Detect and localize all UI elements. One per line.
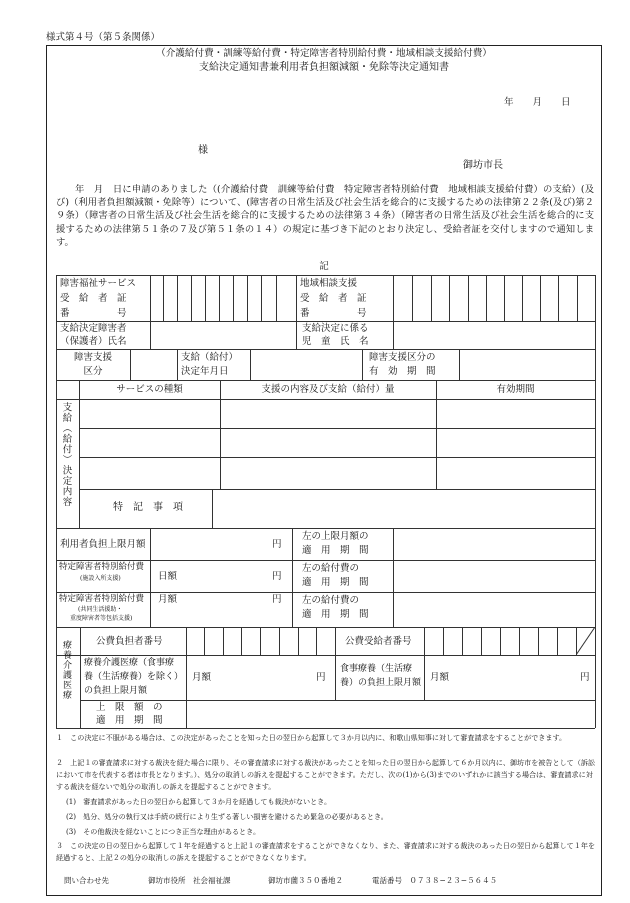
yen-1: 円 [272,539,282,550]
digit-box-line [462,627,463,655]
shougai-service-label-1: 障害福祉サービス [60,278,137,289]
table-line [56,592,595,593]
digit-box-line [247,275,248,321]
tokutei1-label: 特定障害者特別給付費 [59,562,145,572]
digit-box-line [431,275,432,321]
class-validity-label-2: 有 効 期 間 [369,366,436,377]
digit-box-line [449,275,450,321]
chiiki-label-2: 受 給 者 証 [300,293,367,304]
digit-box-line [219,275,220,321]
digit-box-line [412,275,413,321]
note-1: １ この決定に不服がある場合は、この決定があったことを知った日の翌日から起算して３か月以内に、和歌山県知事に対して審査請求をすることができます。 [56,733,567,742]
tokutei1-sub: (施設入所支援) [80,575,121,582]
child-label-1: 支給決定に係る [302,323,369,334]
daily-amount-label: 日額 [158,571,178,582]
digit-box-line [177,275,178,321]
meal-limit-label-1: 食事療養（生活療 [340,664,413,674]
title-line1: （介護給付費・訓練等給付費・特定障害者特別給付費・地域相談支援給付費） [156,48,492,59]
table-line [250,349,251,380]
table-line [56,627,595,628]
table-line [56,321,595,322]
table-line [56,380,595,381]
table-line [56,275,595,276]
digit-box-line [163,275,164,321]
table-line [220,380,221,489]
table-line [79,428,595,429]
limit-period-label-2: 適 用 期 間 [96,715,163,726]
contact-address: 御坊市薗３５０番地２ [268,876,343,885]
meal-limit-label-2: 養）の負担上限月額 [340,678,422,688]
limit-period-label-1: 上 限 額 の [96,702,163,713]
ryoyo-limit-label-2: 養（生活療養）を除く） [84,672,184,682]
digit-box-line [204,627,205,655]
table-line [595,275,596,728]
monthly-amount-label-2: 月額 [192,672,212,683]
table-line [56,275,57,728]
left-benefit-period-1b: 適 用 期 間 [302,577,369,588]
left-benefit-period-2b: 適 用 期 間 [302,609,369,620]
decision-date-label-1: 支給（給付） [181,352,239,363]
table-line [79,380,80,528]
monthly-amount-label-1: 月額 [158,594,178,605]
public-payer-no-label: 公費負担者番号 [96,636,163,647]
table-line [393,275,394,349]
table-line [80,700,595,701]
digit-box-line [233,275,234,321]
decision-person-label-1: 支給決定障害者 [60,323,127,334]
table-line [56,728,595,729]
table-line [79,489,595,490]
table-line [56,655,595,656]
left-limit-period-1: 左の上限月額の [302,531,369,542]
table-line [130,349,131,380]
table-line [56,349,595,350]
date-line: 年 月 日 [504,97,571,108]
table-line [56,399,595,400]
table-line [150,275,151,349]
digit-box-line [519,627,520,655]
digit-box-line [504,275,505,321]
yen-2: 円 [272,571,282,582]
tokutei2-sub2: 重度障害者等包括支援) [70,615,133,622]
col-support-content: 支援の内容及び支給（給付）量 [261,384,395,395]
support-class-label-2: 区分 [83,366,103,377]
note-2-2: (2) 処分、処分の執行又は手続の続行により生ずる著しい損害を避けるため緊急の必要があるとき。 [66,812,388,821]
digit-box-line [577,275,578,321]
digit-box-line [522,275,523,321]
col-validity: 有効期間 [496,384,535,395]
monthly-amount-label-3: 月額 [430,672,450,683]
table-line [362,349,363,380]
table-line [393,528,394,627]
class-validity-label-1: 障害支援区分の [369,352,436,363]
table-line [186,627,187,728]
digit-box-line [481,627,482,655]
digit-box-line [298,627,299,655]
table-line [80,627,81,728]
contact-office: 御坊市役所 社会福祉課 [148,876,231,885]
contact-label: 問い合わせ先 [64,876,109,885]
chiiki-label-3: 番 号 [300,308,367,319]
table-line [212,489,213,528]
digit-box-line [279,627,280,655]
table-line [424,627,425,700]
body-text: 年 月 日に申請のありました（(介護給付費 訓練等給付費 特定障害者特別給付費 地域相談支援給付費）の支給）(及び)（利用者負担額減額・免除等）について、(障害者の日常生活及び社会生活を総合的に支援するための法律第２２条(及び)第２９条）（障害者の日常生活及び社会生活を総合的に支援するための法律第３４条）（障害者の日常生活及び社会生活を総合的に支援するための法律第５１条の７及び第５１条の１４）の規定に基づき下記のとおり決定し、受給者証を交付しますので通知します。 [56,184,594,248]
col-service-type: サービスの種類 [116,384,183,395]
tokutei2-label: 特定障害者特別給付費 [59,594,145,604]
digit-box-line [538,627,539,655]
contact-phone: 電話番号 ０７３８−２３−５６４５ [372,876,498,885]
public-recipient-no-label: 公費受給者番号 [345,636,412,647]
left-limit-period-2: 適 用 期 間 [302,545,369,556]
ryoyo-limit-label-1: 療養介護医療（食事療 [84,658,175,668]
table-line [436,380,437,489]
vertical-decision-label: 支給（給付）決定内容 [60,402,72,507]
table-line [56,528,595,529]
digit-box-line [558,275,559,321]
title-line2: 支給決定通知書兼利用者負担額減額・免除等決定通知書 [199,62,449,73]
ki-label: 記 [319,261,329,272]
diagonal-strike [576,627,595,655]
note-2: ２ 上記１の審査請求に対する裁決を経た場合に限り、その審査請求に対する裁決があったことを知った日の翌日から起算して６か月以内に、御坊市を被告として（訴訟において市を代表する者は市長となります。）、処分の取消しの訴えを提起することができます。ただし、次の(1)から(3)までのいずれかに該当する場合は、審査請求に対する裁決を経ないで処分の取消しの訴えを提起することができます。 [56,758,596,791]
user-burden-limit-label: 利用者負担上限月額 [60,539,146,550]
digit-box-line [557,627,558,655]
digit-box-line [500,627,501,655]
digit-box-line [540,275,541,321]
note-2-3: (3) その他裁決を経ないことにつき正当な理由があるとき。 [66,827,261,836]
tokutei2-sub1: (共同生活援助・ [78,606,123,613]
digit-box-line [486,275,487,321]
note-2-1: (1) 審査請求があった日の翌日から起算して３か月を経過しても裁決がないとき。 [66,797,332,806]
table-line [56,560,595,561]
digit-box-line [276,275,277,321]
table-line [150,528,151,627]
vertical-ryoyo-label: 療養介護医療 [61,640,71,700]
chiiki-label-1: 地域相談支援 [300,278,358,289]
table-line [79,457,595,458]
shougai-service-label-3: 番 号 [60,308,127,319]
yen-5: 円 [580,672,590,683]
issuer: 御坊市長 [463,160,503,171]
child-label-2: 児 童 氏 名 [302,336,369,347]
table-line [459,349,460,380]
support-class-label-1: 障害支援 [73,352,112,363]
digit-box-line [468,275,469,321]
digit-box-line [261,275,262,321]
shougai-service-label-2: 受 給 者 証 [60,293,127,304]
digit-box-line [260,627,261,655]
yen-4: 円 [316,672,326,683]
table-line [292,528,293,627]
decision-person-label-2: （保護者）氏名 [60,336,127,347]
digit-box-line [316,627,317,655]
digit-box-line [205,275,206,321]
digit-box-line [443,627,444,655]
table-line [335,627,336,700]
ryoyo-limit-label-3: の負担上限月額 [84,686,148,696]
left-benefit-period-2a: 左の給付費の [302,595,360,606]
digit-box-line [223,627,224,655]
table-line [177,349,178,380]
left-benefit-period-1a: 左の給付費の [302,563,360,574]
digit-box-line [241,627,242,655]
special-notes-label: 特 記 事 項 [113,502,183,513]
digit-box-line [191,275,192,321]
table-line [296,275,297,349]
note-3: ３ この決定の日の翌日から起算して１年を経過すると上記１の審査請求をすることができなくなり、また、審査請求に対する裁決のあった日の翌日から起算して１年を経過すると、上記２の処分の取消しの訴えを提起することができなくなります。 [56,841,596,862]
decision-date-label-2: 決定年月日 [181,366,229,377]
yen-3: 円 [272,594,282,605]
form-number: 様式第４号（第５条関係） [46,32,161,43]
addressee-suffix: 様 [198,145,208,156]
